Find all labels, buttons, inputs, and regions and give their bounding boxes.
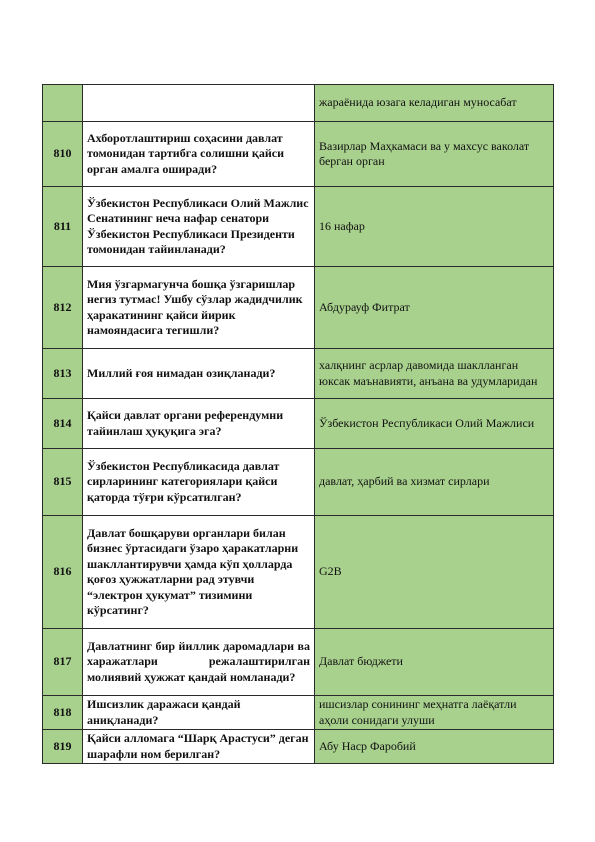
row-number: 819: [43, 730, 83, 764]
answer-cell: Ўзбекистон Республикаси Олий Мажлиси: [315, 399, 554, 449]
question-cell: Давлат бошқаруви органлари билан бизнес ўртасидаги ўзаро ҳаракатларни шакллантирувчи ҳамда кўп ҳолларда қоғоз ҳужжатларни рад этувчи “электрон ҳукумат” тизимини кўрсатинг?: [83, 516, 315, 629]
answer-cell: давлат, ҳарбий ва хизмат сирлари: [315, 449, 554, 516]
table-row: [43, 85, 554, 122]
table-row: [43, 267, 554, 349]
row-number: 813: [43, 349, 83, 399]
table-row: [43, 187, 554, 267]
row-number: 816: [43, 516, 83, 629]
question-cell: Қайси алломага “Шарқ Арастуси” деган шарафли ном берилган?: [83, 730, 315, 764]
table-row: [43, 449, 554, 516]
row-number: 817: [43, 629, 83, 696]
questions-table: [42, 84, 554, 764]
row-number: 815: [43, 449, 83, 516]
question-cell: Давлатнинг бир йиллик даромадлари ва харажатлари режалаштирилган молиявий ҳужжат қандай номланади?: [83, 629, 315, 696]
answer-cell: Вазирлар Маҳкамаси ва у махсус ваколат берган орган: [315, 122, 554, 187]
row-number: 818: [43, 696, 83, 730]
row-number: 811: [43, 187, 83, 267]
row-number: 810: [43, 122, 83, 187]
table-row: [43, 629, 554, 696]
answer-cell: Давлат бюджети: [315, 629, 554, 696]
answer-cell: ишсизлар сонининг меҳнатга лаёқатли аҳоли сонидаги улуши: [315, 696, 554, 730]
answer-cell: Абу Наср Фаробий: [315, 730, 554, 764]
answer-cell: 16 нафар: [315, 187, 554, 267]
row-number: 812: [43, 267, 83, 349]
question-cell: [83, 85, 315, 122]
question-cell: Ишсизлик даражаси қандай аниқланади?: [83, 696, 315, 730]
table-row: [43, 516, 554, 629]
table-row: [43, 399, 554, 449]
answer-cell: халқнинг асрлар давомида шаклланган юксак маънавияти, анъана ва удумларидан: [315, 349, 554, 399]
row-number: [43, 85, 83, 122]
question-cell: Ахборотлаштириш соҳасини давлат томонидан тартибга солишни қайси орган амалга оширади?: [83, 122, 315, 187]
question-cell: Мия ўзгармагунча бошқа ўзгаришлар негиз тутмас! Ушбу сўзлар жадидчилик ҳаракатининг қайси йирик намояндасига тегишли?: [83, 267, 315, 349]
row-number: 814: [43, 399, 83, 449]
question-cell: Миллий ғоя нимадан озиқланади?: [83, 349, 315, 399]
question-cell: Қайси давлат органи референдумни тайинлаш ҳуқуқига эга?: [83, 399, 315, 449]
answer-cell: Абдурауф Фитрат: [315, 267, 554, 349]
table-row: [43, 122, 554, 187]
table-row: [43, 730, 554, 764]
table-row: [43, 696, 554, 730]
table-row: [43, 349, 554, 399]
answer-cell: жараёнида юзага келадиган муносабат: [315, 85, 554, 122]
question-cell: Ўзбекистон Республикаси Олий Мажлис Сенатининг неча нафар сенатори Ўзбекистон Республикаси Президенти томонидан тайинланади?: [83, 187, 315, 267]
answer-cell: G2B: [315, 516, 554, 629]
question-cell: Ўзбекистон Республикасида давлат сирларининг категориялари қайси қаторда тўғри кўрсатилган?: [83, 449, 315, 516]
